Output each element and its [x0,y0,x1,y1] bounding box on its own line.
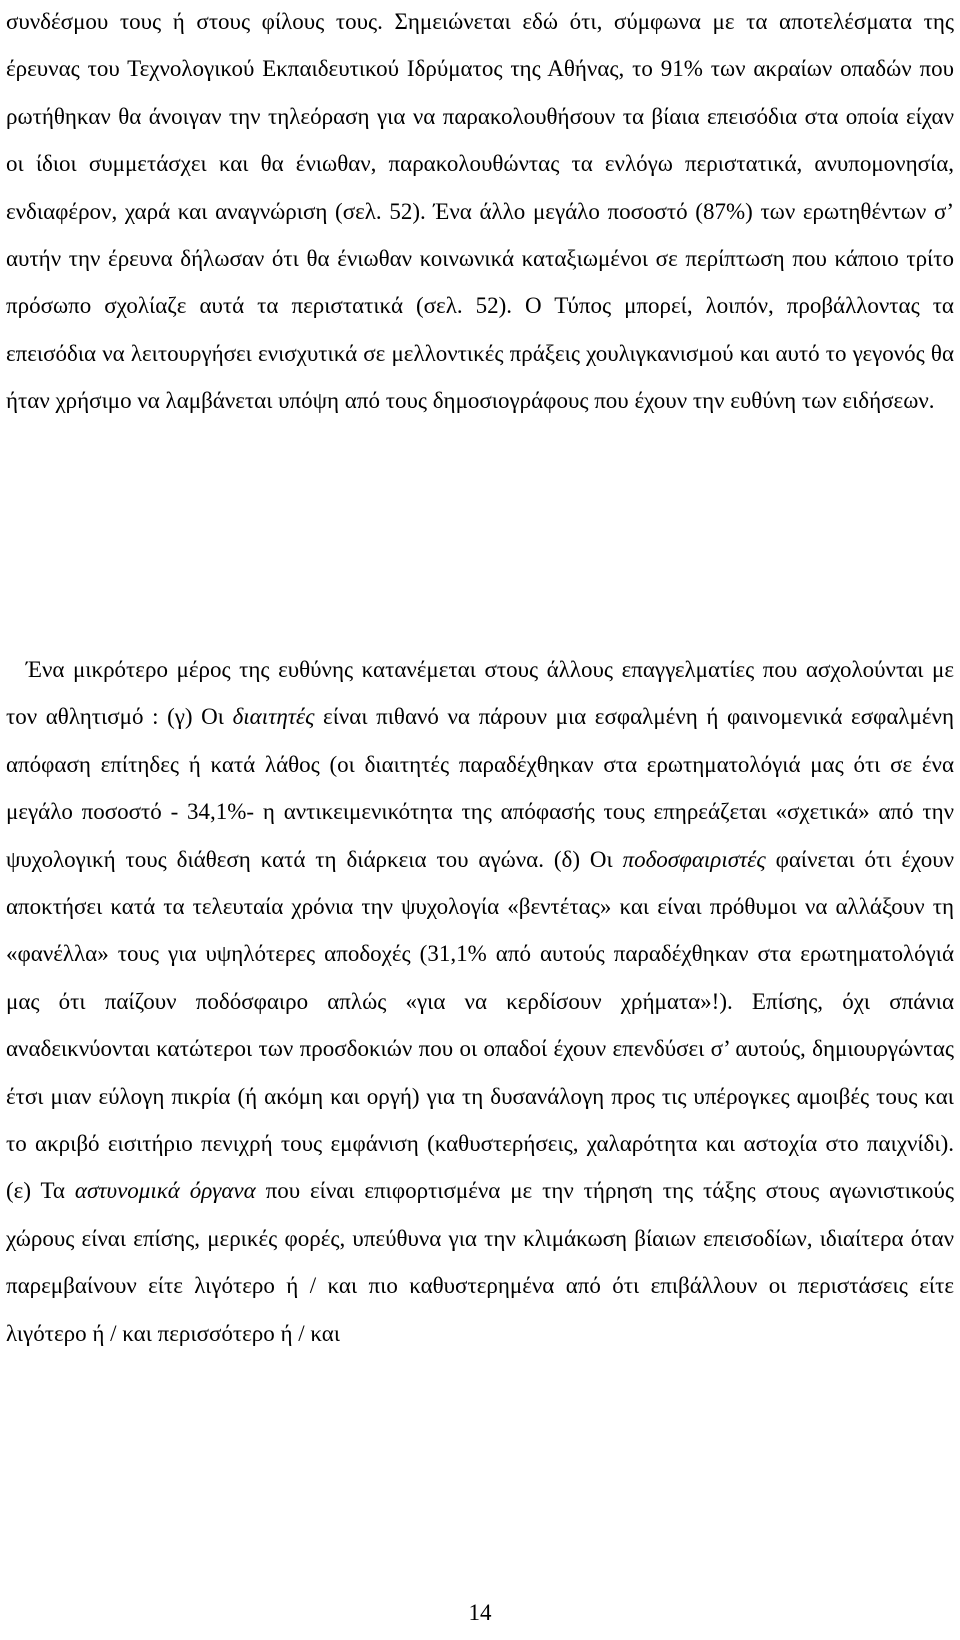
paragraph-1 [6,0,954,425]
paragraph-2-lead-indent [6,657,26,682]
emphasis-footballers: ποδοσφαιριστές [622,846,766,872]
emphasis-referees: διαιτητές [232,704,315,730]
paragraph-2-segment-2: είναι πιθανό να πάρουν μια εσφαλμένη ή φαινομενικά εσφαλμένη απόφαση επίτηδες ή κατά λάθος (οι διαιτητές παραδέχθηκαν στα ερωτηματολόγιά μας ότι σε ένα μεγάλο ποσοστό - 34,1%- η αντικειμενικότητα της απόφασής τους επηρεάζεται «σχετικά» από την ψυχολογική τους διάθεση κατά τη διάρκεια του αγώνα. (δ) Οι [6,704,954,872]
paragraph-2-segment-3: φαίνεται ότι έχουν αποκτήσει κατά τα τελευταία χρόνια την ψυχολογία «βεντέτας» και είναι πρόθυμοι να αλλάξουν τη «φανέλλα» τους για υψηλότερες αποδοχές (31,1% από αυτούς παραδέχθηκαν στα ερωτηματολόγιά μας ότι παίζουν ποδόσφαιρο απλώς «για να κερδίσουν χρήματα»!). Επίσης, όχι σπάνια αναδεικνύονται κατώτεροι των προσδοκιών που οι οπαδοί έχουν επενδύσει σ’ αυτούς, δημιουργώντας έτσι μιαν εύλογη πικρία (ή ακόμη και οργή) για τη δυσανάλογη προς τις υπέρογκες αμοιβές τους και το ακριβό εισιτήριο πενιχρή τους εμφάνιση (καθυστερήσεις, χαλαρότητα και αστοχία στο παιχνίδι). (ε) Τα [6,846,955,1204]
document-page [6,0,954,1640]
page-number: 14 [468,1600,492,1625]
paragraph-2-segment-1: Ένα μικρότερο μέρος της ευθύνης κατανέμεται στους άλλους επαγγελματίες που ασχολούνται με τον αθλητισμό : (γ) Οι [6,657,954,730]
paragraph-2-segment-4: που είναι επιφορτισμένα με την τήρηση της τάξης στους αγωνιστικούς χώρους είναι επίσης, μερικές φορές, υπεύθυνα για την κλιμάκωση βίαιων επεισοδίων, ιδιαίτερα όταν παρεμβαίνουν είτε λιγότερο ή / και πιο καθυστερημένα από ότι επιβάλλουν οι περιστάσεις είτε λιγότερο ή / και περισσότερο ή / και [6,1178,954,1346]
emphasis-police: αστυνομικά όργανα [74,1178,256,1204]
paragraph-1-text: συνδέσμου τους ή στους φίλους τους. Σημειώνεται εδώ ότι, σύμφωνα με τα αποτελέσματα της έρευνας του Τεχνολογικού Εκπαιδευτικού Ιδρύματος της Αθήνας, το 91% των ακραίων οπαδών που ρωτήθηκαν θα άνοιγαν την τηλεόραση για να παρακολουθήσουν τα βίαια επεισόδια στα οποία είχαν οι ίδιοι συμμετάσχει και θα ένιωθαν, παρακολουθώντας τα ενλόγω περιστατικά, ανυπομονησία, ενδιαφέρον, χαρά και αναγνώριση (σελ. 52). Ένα άλλο μεγάλο ποσοστό (87%) των ερωτηθέντων σ’ αυτήν την έρευνα δήλωσαν ότι θα ένιωθαν κοινωνικά καταξιωμένοι σε περίπτωση που κάποιο τρίτο πρόσωπο σχολίαζε αυτά τα περιστατικά (σελ. 52). Ο Τύπος μπορεί, λοιπόν, προβάλλοντας τα επεισόδια να λειτουργήσει ενισχυτικά σε μελλοντικές πράξεις χουλιγκανισμού και αυτό το γεγονός θα ήταν χρήσιμο να λαμβάνεται υπόψη από τους δημοσιογράφους που έχουν την ευθύνη των ειδήσεων. [6,9,954,414]
paragraph-2 [6,646,954,1357]
